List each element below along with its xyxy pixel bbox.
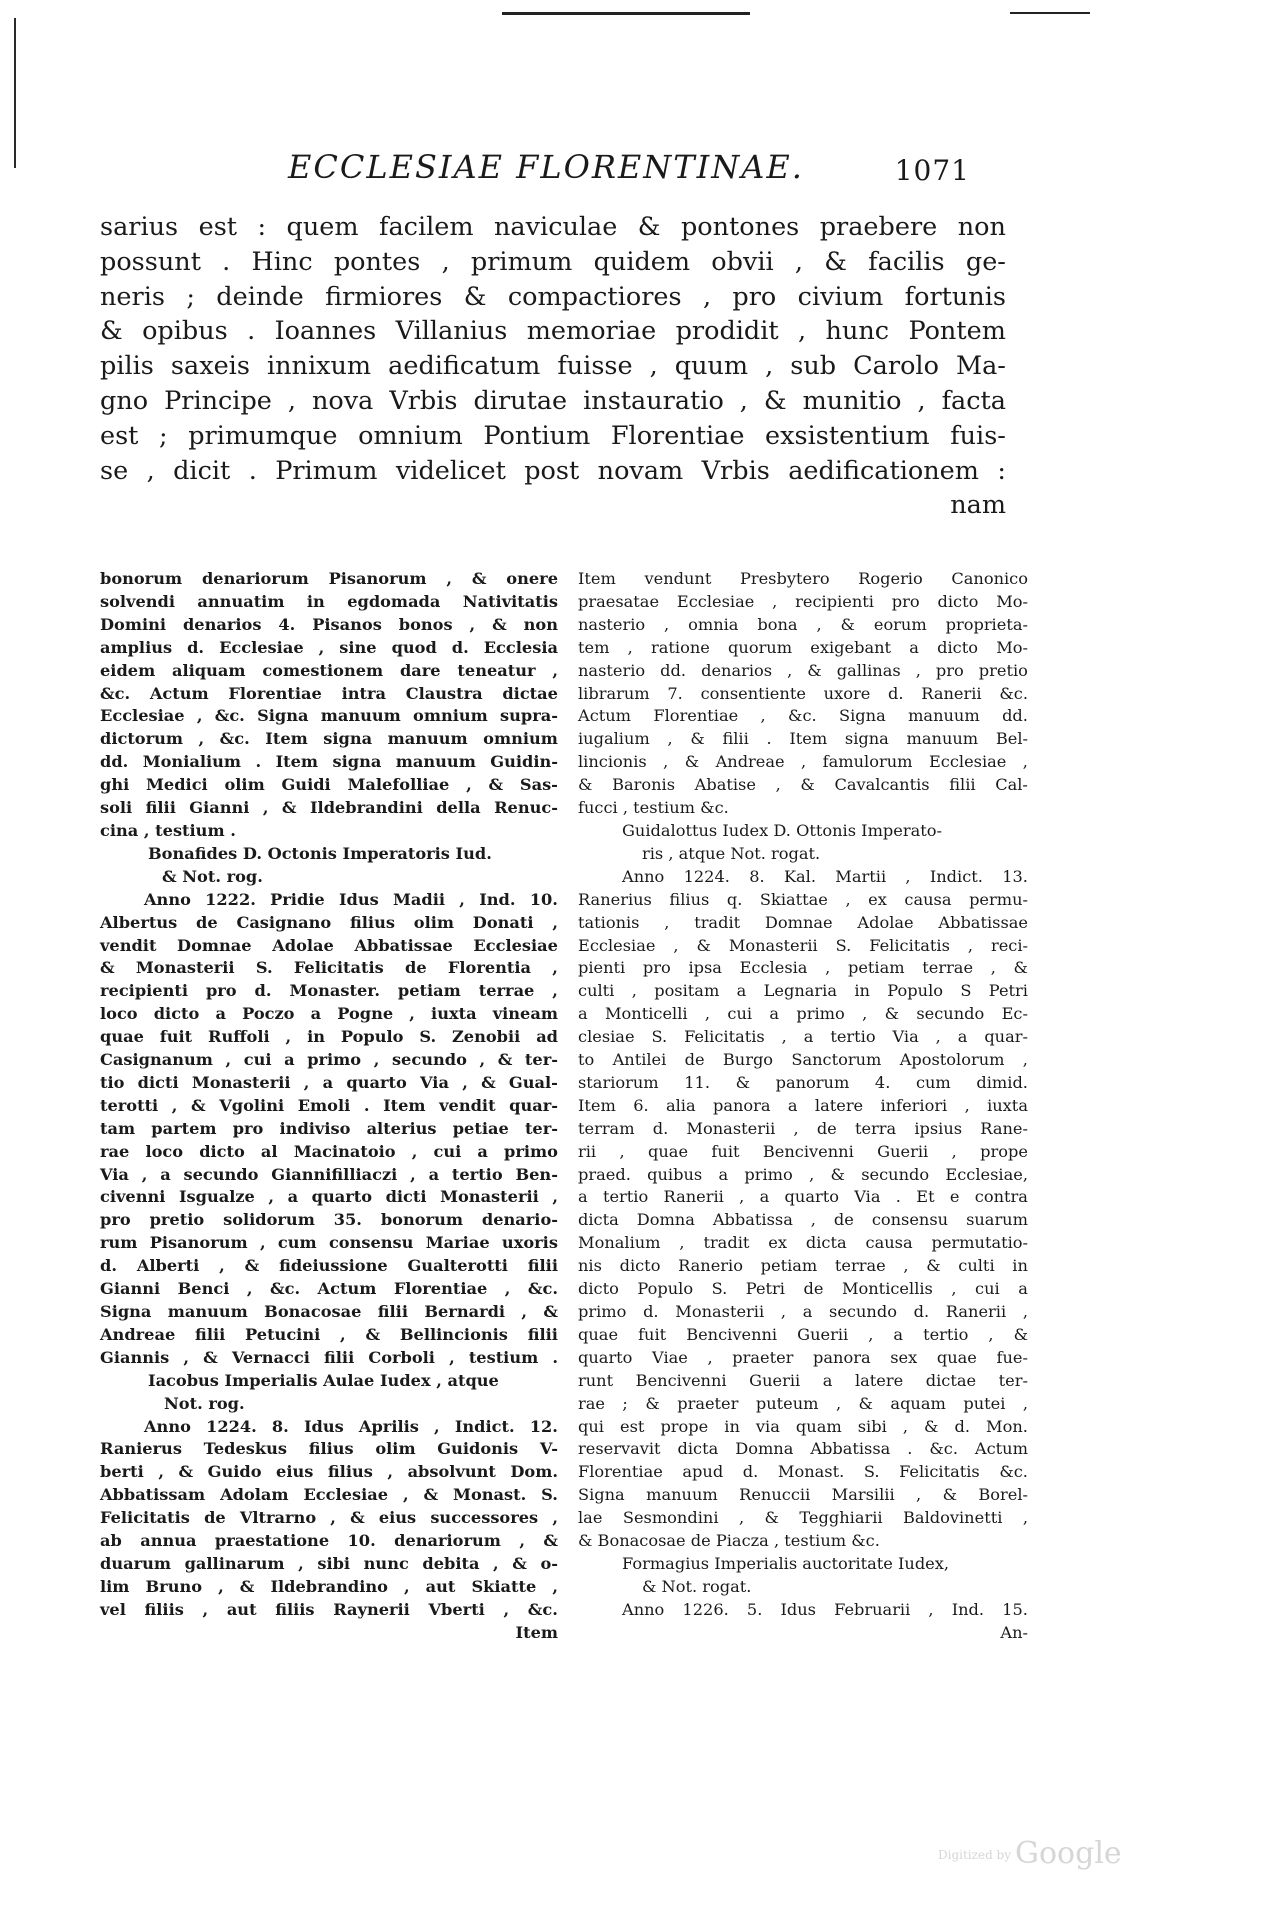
col-left-line: amplius d. Ecclesiae , sine quod d. Ecclesia: [100, 637, 558, 657]
col-left-line: solvendi annuatim in egdomada Nativitatis: [100, 591, 558, 611]
col-left-line: Felicitatis de Vltrarno , & eius successores ,: [100, 1508, 558, 1528]
right-column: [578, 568, 1028, 1645]
col-right-line: runt Bencivenni Guerii a latere dictae ter-: [578, 1370, 1028, 1390]
col-left-line: eidem aliquam comestionem dare teneatur ,: [100, 660, 558, 680]
col-right-line: Florentiae apud d. Monast. S. Felicitatis &c.: [578, 1462, 1028, 1482]
col-left-line: dictorum , &c. Item signa manuum omnium: [100, 729, 558, 749]
col-left-line: rum Pisanorum , cum consensu Mariae uxoris: [100, 1233, 558, 1253]
col-left-line: civenni Isgualze , a quarto dicti Monasterii ,: [100, 1187, 558, 1207]
col-left-line: Anno 1222. Pridie Idus Madii , Ind. 10.: [144, 889, 558, 909]
col-right-line: & Not. rogat.: [642, 1576, 752, 1596]
col-right-line: a Monticelli , cui a primo , & secundo Ec-: [578, 1004, 1028, 1024]
col-right-line: praesatae Ecclesiae , recipienti pro dicto Mo-: [578, 591, 1028, 611]
col-right-line: stariorum 11. & panorum 4. cum dimid.: [578, 1072, 1028, 1092]
col-right-line: ris , atque Not. rogat.: [642, 843, 821, 863]
col-left-line: Gianni Benci , &c. Actum Florentiae , &c.: [100, 1279, 558, 1299]
col-right-line: Monalium , tradit ex dicta causa permutatio-: [578, 1233, 1028, 1253]
main-text-line: sarius est : quem facilem naviculae & pontones praebere non: [100, 212, 1006, 242]
main-paragraph: [100, 210, 1006, 523]
col-right-line: rae ; & praeter puteum , & aquam putei ,: [578, 1393, 1028, 1413]
col-right-line: Signa manuum Renuccii Marsilii , & Borel-: [578, 1485, 1028, 1505]
main-text-line: se , dicit . Primum videlicet post novam Vrbis aedificationem :: [100, 455, 1006, 486]
col-left-line: duarum gallinarum , sibi nunc debita , & o-: [100, 1553, 558, 1573]
col-left-line: Iacobus Imperialis Aulae Iudex , atque: [148, 1370, 499, 1390]
col-right-line: to Antilei de Burgo Sanctorum Apostolorum ,: [578, 1050, 1028, 1070]
col-left-line: tio dicti Monasterii , a quarto Via , & Gual-: [100, 1072, 558, 1092]
page-number: 1071: [894, 154, 970, 187]
col-right-line: dicto Populo S. Petri de Monticellis , cui a: [578, 1279, 1028, 1299]
col-right-line: Ranerius filius q. Skiattae , ex causa permu-: [578, 889, 1028, 909]
col-left-line: ab annua praestatione 10. denariorum , &: [100, 1531, 558, 1551]
col-left-line: lim Bruno , & Ildebrandino , aut Skiatte ,: [100, 1576, 558, 1596]
col-right-line: praed. quibus a primo , & secundo Ecclesiae,: [578, 1164, 1028, 1184]
col-left-line: Albertus de Casignano filius olim Donati ,: [100, 912, 558, 932]
col-left-line: quae fuit Ruffoli , in Populo S. Zenobii ad: [100, 1027, 558, 1047]
col-right-line: reservavit dicta Domna Abbatissa . &c. Actum: [578, 1439, 1028, 1459]
col-left-line: Signa manuum Bonacosae filii Bernardi , &: [100, 1302, 558, 1321]
scan-edge-mark: [1010, 12, 1090, 14]
col-right-line: Anno 1226. 5. Idus Februarii , Ind. 15.: [622, 1599, 1028, 1619]
col-right-line: rii , quae fuit Bencivenni Guerii , prope: [578, 1141, 1028, 1161]
col-right-line: nasterio , omnia bona , & eorum proprieta-: [578, 614, 1028, 634]
main-text-line: est ; primumque omnium Pontium Florentiae exsistentium fuis-: [100, 420, 1006, 451]
col-left-line: pro pretio solidorum 35. bonorum denario-: [100, 1210, 558, 1230]
col-left-line: dd. Monialium . Item signa manuum Guidin-: [100, 752, 558, 772]
col-right-line: clesiae S. Felicitatis , a tertio Via , a quar-: [578, 1027, 1028, 1047]
col-right-line: An-: [1000, 1622, 1028, 1642]
watermark-name: Google: [1015, 1836, 1122, 1871]
col-left-line: cina , testium .: [100, 820, 236, 840]
col-left-line: Not. rog.: [164, 1393, 245, 1413]
col-right-line: nasterio dd. denarios , & gallinas , pro pretio: [578, 660, 1028, 680]
col-left-line: Casignanum , cui a primo , secundo , & ter-: [100, 1050, 558, 1070]
col-right-line: quarto Viae , praeter panora sex quae fue-: [578, 1347, 1028, 1367]
col-right-line: lincionis , & Andreae , famulorum Ecclesiae ,: [578, 752, 1028, 772]
col-left-line: &c. Actum Florentiae intra Claustra dictae: [100, 683, 558, 703]
main-text-line: & opibus . Ioannes Villanius memoriae prodidit , hunc Pontem: [100, 316, 1006, 347]
col-right-line: qui est prope in via quam sibi , & d. Mon.: [578, 1416, 1028, 1436]
scan-edge-mark: [502, 12, 750, 15]
col-left-line: Giannis , & Vernacci filii Corboli , testium .: [100, 1347, 558, 1367]
col-left-line: loco dicto a Poczo a Pogne , iuxta vineam: [100, 1004, 558, 1024]
col-right-line: Actum Florentiae , &c. Signa manuum dd.: [578, 706, 1028, 726]
col-left-line: ghi Medici olim Guidi Malefolliae , & Sas-: [100, 775, 558, 795]
col-right-line: pienti pro ipsa Ecclesia , petiam terrae , &: [578, 958, 1028, 978]
col-left-line: Andreae filii Petucini , & Bellincionis filii: [100, 1324, 558, 1344]
col-left-line: berti , & Guido eius filius , absolvunt Dom.: [100, 1462, 558, 1482]
col-right-line: tem , ratione quorum exigebant a dicto Mo-: [578, 637, 1028, 657]
col-left-line: vel filiis , aut filiis Raynerii Vberti , &c.: [100, 1599, 558, 1619]
col-left-line: tam partem pro indiviso alterius petiae ter-: [100, 1118, 558, 1138]
col-left-line: Bonafides D. Octonis Imperatoris Iud.: [148, 843, 492, 863]
col-right-line: tationis , tradit Domnae Adolae Abbatissae: [578, 912, 1028, 932]
left-column: [100, 568, 558, 1645]
col-right-line: Guidalottus Iudex D. Ottonis Imperato-: [622, 820, 942, 840]
col-left-line: Ecclesiae , &c. Signa manuum omnium supra-: [100, 706, 558, 726]
main-text-line: possunt . Hinc pontes , primum quidem obvii , & facilis ge-: [100, 246, 1006, 277]
col-left-line: & Monasterii S. Felicitatis de Florentia ,: [100, 958, 558, 978]
col-right-line: terram d. Monasterii , de terra ipsius Rane-: [578, 1118, 1028, 1138]
col-left-line: Domini denarios 4. Pisanos bonos , & non: [100, 614, 558, 634]
col-right-line: Formagius Imperialis auctoritate Iudex,: [622, 1553, 950, 1573]
col-left-line: Anno 1224. 8. Idus Aprilis , Indict. 12.: [144, 1416, 558, 1436]
col-right-line: quae fuit Bencivenni Guerii , a tertio , &: [578, 1324, 1028, 1344]
col-left-line: terotti , & Vgolini Emoli . Item vendit quar-: [100, 1095, 558, 1115]
digitized-watermark: [938, 1836, 1122, 1871]
col-left-line: Ranierus Tedeskus filius olim Guidonis V-: [100, 1439, 558, 1459]
col-left-line: recipienti pro d. Monaster. petiam terrae ,: [100, 981, 558, 1001]
main-text-line: nam: [950, 490, 1006, 521]
col-right-line: dicta Domna Abbatissa , de consensu suarum: [578, 1210, 1028, 1230]
col-left-line: & Not. rog.: [162, 866, 263, 886]
col-right-line: iugalium , & filii . Item signa manuum Bel-: [578, 729, 1028, 749]
col-right-line: culti , positam a Legnaria in Populo S Petri: [578, 981, 1028, 1001]
col-left-line: d. Alberti , & fideiussione Gualterotti filii: [100, 1256, 558, 1276]
main-text-line: gno Principe , nova Vrbis dirutae instauratio , & munitio , facta: [100, 385, 1006, 416]
col-right-line: librarum 7. consentiente uxore d. Ranerii &c.: [578, 683, 1028, 703]
col-left-line: Item: [515, 1622, 558, 1642]
col-left-line: bonorum denariorum Pisanorum , & onere: [100, 569, 558, 588]
col-right-line: & Bonacosae de Piacza , testium &c.: [578, 1531, 880, 1551]
running-title: ECCLESIAE FLORENTINAE.: [288, 148, 804, 186]
col-right-line: Anno 1224. 8. Kal. Martii , Indict. 13.: [622, 866, 1028, 886]
col-right-line: Item vendunt Presbytero Rogerio Canonico: [578, 569, 1028, 588]
col-left-line: vendit Domnae Adolae Abbatissae Ecclesiae: [100, 935, 558, 955]
col-right-line: Item 6. alia panora a latere inferiori , iuxta: [578, 1095, 1028, 1115]
watermark-prefix: Digitized by: [938, 1848, 1012, 1862]
col-right-line: fucci , testium &c.: [578, 798, 729, 818]
scan-edge-mark: [14, 18, 16, 168]
col-right-line: lae Sesmondini , & Tegghiarii Baldovinetti ,: [578, 1508, 1028, 1528]
col-left-line: Abbatissam Adolam Ecclesiae , & Monast. S.: [100, 1485, 558, 1505]
page-header: [288, 148, 970, 198]
col-right-line: primo d. Monasterii , a secundo d. Ranerii ,: [578, 1302, 1028, 1321]
col-left-line: soli filii Gianni , & Ildebrandini della Renuc-: [100, 798, 558, 818]
col-right-line: a tertio Ranerii , a quarto Via . Et e contra: [578, 1187, 1028, 1207]
col-right-line: nis dicto Ranerio petiam terrae , & culti in: [578, 1256, 1028, 1276]
col-left-line: rae loco dicto al Macinatoio , cui a primo: [100, 1141, 558, 1161]
col-right-line: & Baronis Abatise , & Cavalcantis filii Cal-: [578, 775, 1028, 795]
col-right-line: Ecclesiae , & Monasterii S. Felicitatis , reci-: [578, 935, 1028, 955]
col-left-line: Via , a secundo Giannifilliaczi , a tertio Ben-: [100, 1164, 558, 1184]
main-text-line: pilis saxeis innixum aedificatum fuisse , quum , sub Carolo Ma-: [100, 351, 1006, 382]
main-text-line: neris ; deinde firmiores & compactiores , pro civium fortunis: [100, 281, 1006, 312]
